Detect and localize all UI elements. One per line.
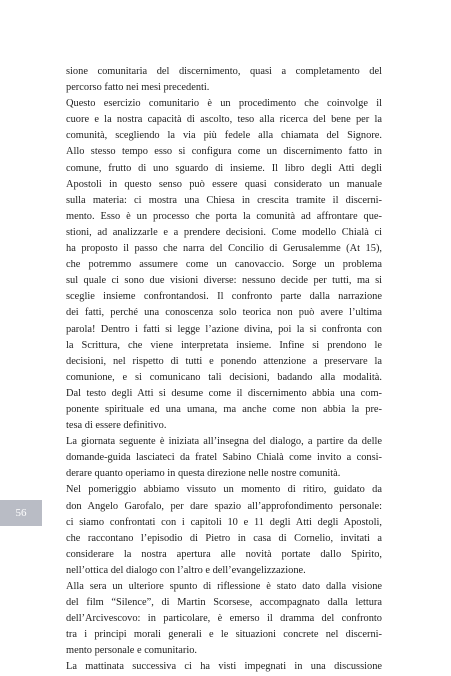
text-line: del film “Silence”, di Martin Scorsese, accompagnato dalla lettura [66, 597, 382, 609]
text-line: La mattinata successiva ci ha visti impegnati in una discussione [66, 661, 382, 673]
text-line: Dal testo degli Atti si desume come il discernimento abbia una com- [66, 387, 382, 399]
text-line: stioni, ad analizzarle e a prendere decisioni. Come modello Chialà ci [66, 226, 382, 238]
text-line: Alla sera un ulteriore spunto di riflessione è stato dato dalla visione [66, 581, 382, 592]
text-line: domande-guida lasciateci da fratel Sabino Chialà come invito a consi- [66, 452, 382, 464]
text-line: don Angelo Garofalo, per dare spazio all’approfondimento personale: [66, 500, 382, 512]
text-line: Apostoli in questo senso può essere quasi considerato un manuale [66, 178, 382, 190]
text-line: comunione, e si comunicano tali decisioni, badando alla modalità. [66, 371, 382, 383]
text-line: sione comunitaria del discernimento, quasi a completamento del [66, 66, 382, 77]
text-line: La giornata seguente è iniziata all’insegna del dialogo, a partire da delle [66, 436, 382, 448]
text-line: comune, frutto di uno sguardo di insieme. Il libro degli Atti degli [66, 162, 382, 174]
text-line: derare quanto operiamo in questa direzione nelle nostre comunità. [66, 468, 341, 480]
page-number: 56 [15, 507, 27, 519]
text-line: sulla materia: ci mostra una Chiesa in crescita tramite il discerni- [66, 194, 382, 206]
text-line: ci siamo confrontati con i capitoli 10 e 11 degli Atti degli Apostoli, [66, 516, 382, 528]
text-line: tra i principi morali generali e le situazioni concrete nel discerni- [66, 629, 382, 641]
text-line: nell’ottica del dialogo con l’altro e dell’evangelizzazione. [66, 564, 306, 576]
page-number-tab [0, 500, 42, 526]
text-line: che raccontano l’episodio di Pietro in casa di Cornelio, invitati a [66, 532, 382, 544]
text-line: decisioni, nel rispetto di tutti e ponendo attenzione a preservare la [66, 355, 382, 367]
text-line: comunità, scegliendo la via più fedele alla chiamata del Signore. [66, 130, 382, 142]
text-line: tesa di essere definitivo. [66, 420, 167, 432]
text-line: mento personale e comunitario. [66, 645, 197, 657]
text-line: Allo stesso tempo esso si configura come un discernimento fatto in [66, 146, 382, 158]
text-line: ponente spirituale ed una umana, ma anche come non abbia la pre- [66, 403, 382, 415]
body-text [66, 64, 382, 676]
text-line: ha proposto il passo che narra del Concilio di Gerusalemme (At 15), [66, 243, 382, 255]
text-line: parola! Dentro i fatti si legge l’azione divina, poi la si confronta con [66, 323, 382, 335]
text-line: la Scrittura, che viene interpretata insieme. Infine si prendono le [66, 339, 382, 351]
text-line: mento. Esso è un processo che porta la comunità ad affrontare que- [66, 210, 382, 222]
text-line: Questo esercizio comunitario è un procedimento che coinvolge il [66, 98, 382, 110]
text-line: dell’Arcivescovo: in particolare, è emerso il dramma del confronto [66, 613, 382, 625]
text-line: sceglie insieme confrontandosi. Il confronto parte dalla narrazione [66, 291, 382, 303]
text-line: che potremmo assumere come un canovaccio. Sorge un problema [66, 259, 382, 271]
text-line: Nel pomeriggio abbiamo vissuto un momento di ritiro, guidato da [66, 484, 382, 496]
text-line: dei fatti, perché una conoscenza solo teorica non può avere l’ultima [66, 307, 382, 319]
text-line: considerare la nostra apertura alle novità portate dallo Spirito, [66, 548, 382, 560]
text-line: percorso fatto nei mesi precedenti. [66, 82, 210, 94]
text-line: cuore e la nostra capacità di ascolto, teso alla ricerca del bene per la [66, 114, 382, 126]
text-line: sul quale ci sono due visioni diverse: nessuno decide per tutti, ma si [66, 275, 382, 287]
